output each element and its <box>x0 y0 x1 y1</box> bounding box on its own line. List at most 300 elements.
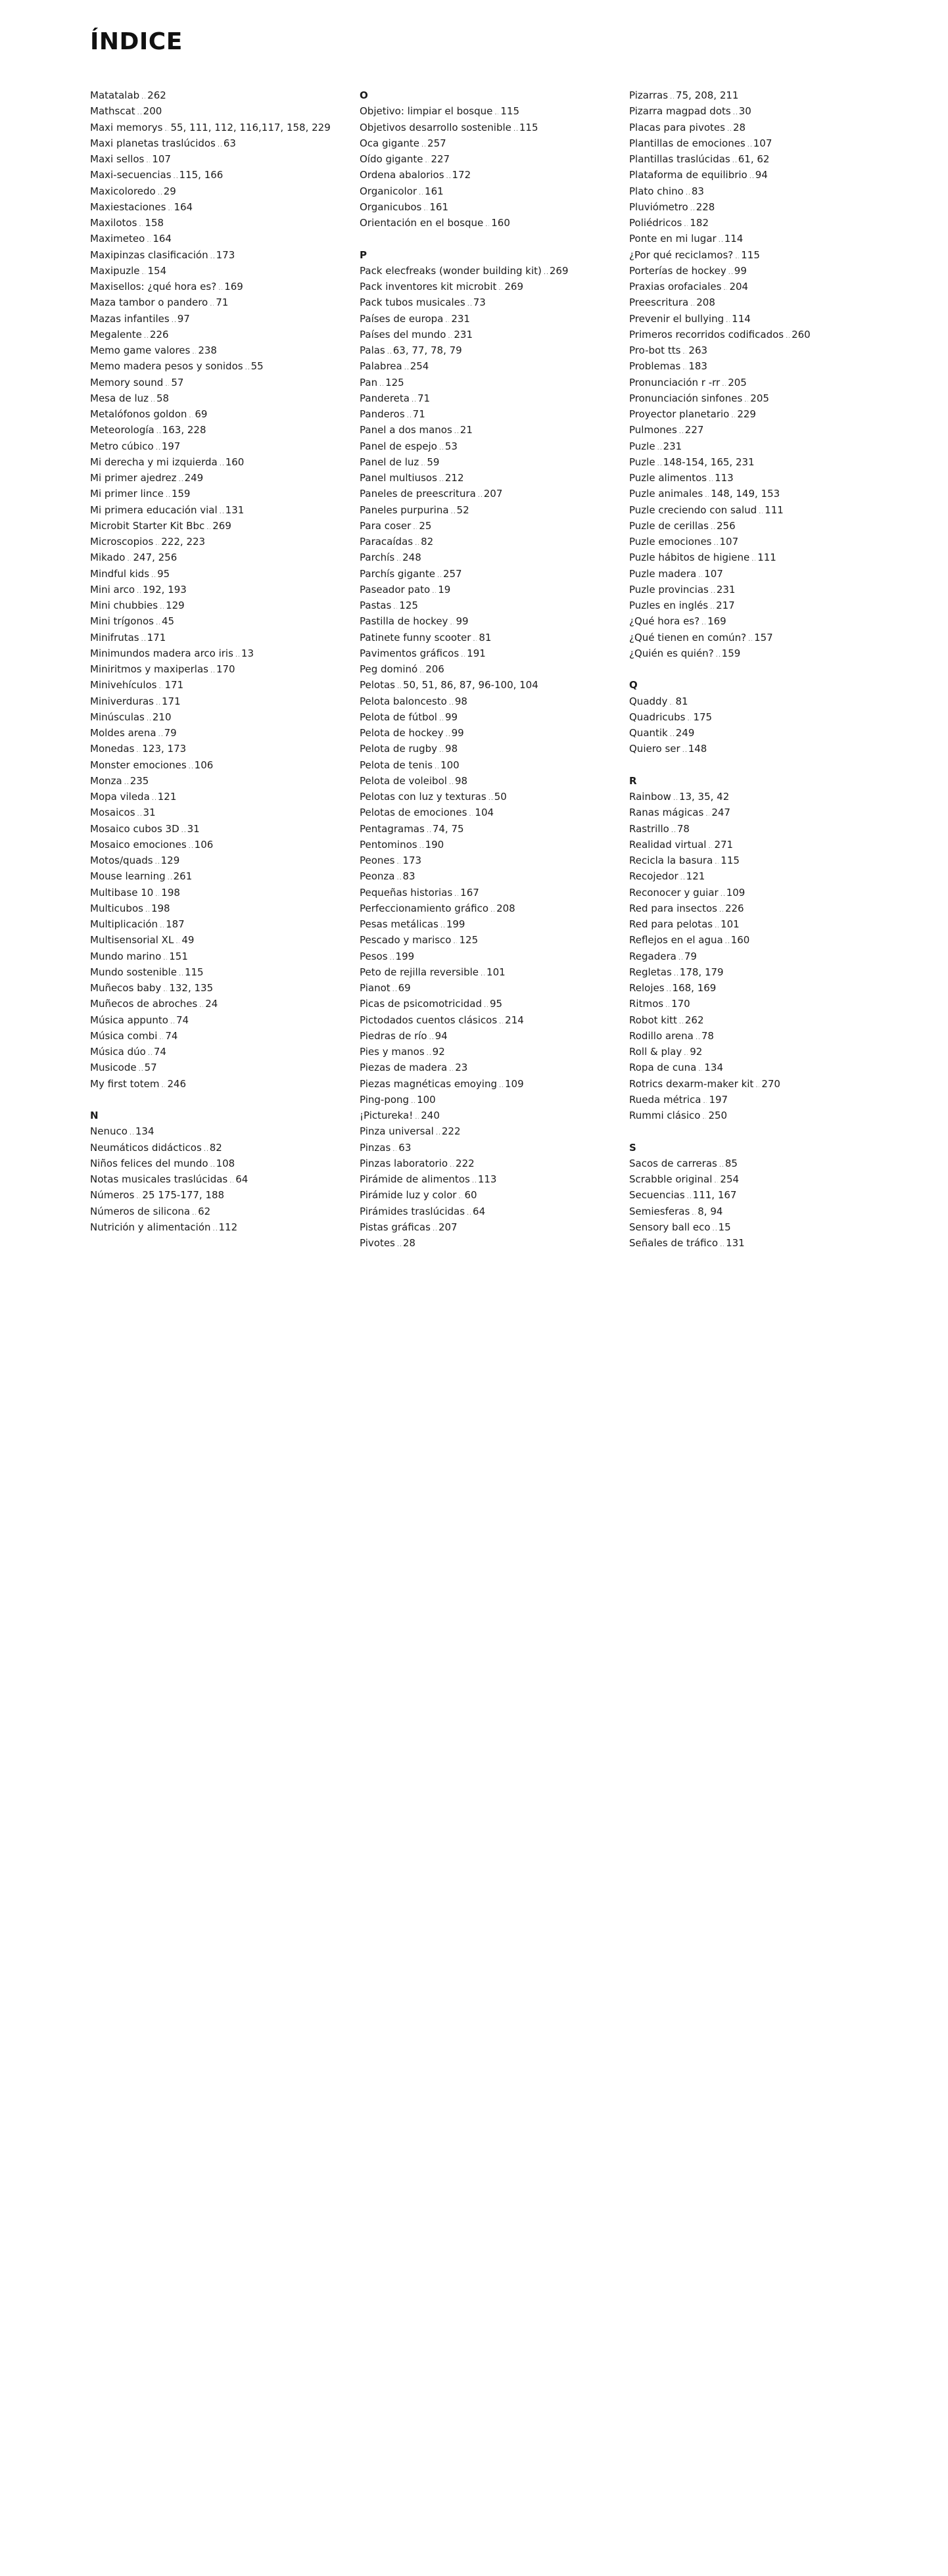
index-entry <box>629 151 892 167</box>
entry-page-numbers: 13, 35, 42 <box>679 789 948 2130</box>
entry-page-numbers: 115 <box>185 964 948 2305</box>
index-column-1 <box>90 87 353 1235</box>
index-entry <box>360 120 623 135</box>
entry-page-numbers: 60 <box>464 1187 948 2528</box>
entry-page-numbers: 214 <box>505 1012 948 2353</box>
entry-page-numbers: 132, 135 <box>169 980 948 2321</box>
entry-name: Rueda métrica <box>629 1092 701 1108</box>
entry-name: Mazas infantiles <box>90 311 170 327</box>
entry-name: Ropa de cuna <box>629 1060 696 1075</box>
index-entry <box>90 406 353 422</box>
entry-page-numbers: 104 <box>475 805 948 2145</box>
entry-page-numbers: 82 <box>210 1140 948 2481</box>
entry-name: Sensory ball eco <box>629 1219 711 1235</box>
entry-name: Puzle emociones <box>629 534 712 550</box>
entry-page-numbers: 182 <box>690 215 948 1556</box>
entry-name: Pavimentos gráficos <box>360 645 459 661</box>
entry-name: Mouse learning <box>90 868 166 884</box>
entry-name: Números de silicona <box>90 1204 190 1219</box>
entry-name: Organicolor <box>360 183 417 199</box>
entry-page-numbers: 113 <box>715 470 948 1811</box>
entry-page-numbers: 260 <box>792 327 948 1668</box>
entry-name: Pequeñas historias <box>360 885 452 901</box>
index-entry <box>90 630 353 645</box>
entry-name: Pirámides traslúcidas <box>360 1204 465 1219</box>
index-entry <box>90 327 353 342</box>
entry-name: Rotrics dexarm-maker kit <box>629 1076 753 1092</box>
entry-name: Maza tambor o pandero <box>90 294 208 310</box>
entry-name: Pack inventores kit microbit <box>360 279 496 294</box>
entry-name: Mikado <box>90 550 125 565</box>
entry-name: Objetivo: limpiar el bosque <box>360 103 492 119</box>
entry-page-numbers: 111 <box>757 550 948 1890</box>
entry-name: Pelotas <box>360 677 395 693</box>
entry-page-numbers: 25 <box>419 518 948 1859</box>
index-entry <box>360 375 623 390</box>
entry-name: Pastilla de hockey <box>360 613 448 629</box>
entry-page-numbers: 257 <box>427 135 948 1476</box>
entry-name: Neumáticos didácticos <box>90 1140 202 1156</box>
entry-page-numbers: 247 <box>711 805 948 2145</box>
entry-page-numbers: 50, 51, 86, 87, 96-100, 104 <box>403 677 948 2018</box>
entry-page-numbers: 99 <box>456 613 948 1954</box>
entry-page-numbers: 71 <box>417 390 948 1731</box>
entry-name: Panel a dos manos <box>360 422 452 438</box>
entry-page-numbers: 57 <box>171 375 948 1716</box>
entry-name: Maxisellos: ¿qué hora es? <box>90 279 216 294</box>
entry-page-numbers: 190 <box>425 837 948 2178</box>
entry-page-numbers: 71 <box>216 294 948 1635</box>
entry-page-numbers: 99 <box>734 263 948 1604</box>
entry-page-numbers: 123, 173 <box>142 741 948 2082</box>
entry-name: Pirámide de alimentos <box>360 1171 470 1187</box>
entry-name: ¡Pictureka! <box>360 1108 413 1123</box>
entry-page-numbers: 226 <box>150 327 948 1668</box>
entry-name: Pronunciación sinfones <box>629 390 742 406</box>
entry-page-numbers: 148 <box>688 741 948 2082</box>
section-letter-heading: N <box>90 1108 353 1123</box>
entry-name: Pirámide luz y color <box>360 1187 456 1203</box>
entry-name: Señales de tráfico <box>629 1235 718 1251</box>
entry-page-numbers: 171 <box>147 630 948 1971</box>
entry-page-numbers: 163, 228 <box>162 422 948 1763</box>
entry-name: Preescritura <box>629 294 688 310</box>
entry-name: Ranas mágicas <box>629 805 703 820</box>
entry-name: Maxiestaciones <box>90 199 166 215</box>
entry-name: Quantik <box>629 725 668 741</box>
entry-page-numbers: 229 <box>737 406 948 1747</box>
index-entry <box>90 103 353 119</box>
entry-page-numbers: 79 <box>684 948 948 2289</box>
entry-page-numbers: 28 <box>403 1235 948 2576</box>
entry-name: Puzle provincias <box>629 582 709 597</box>
entry-name: Piedras de río <box>360 1028 427 1044</box>
index-entry <box>360 183 623 199</box>
entry-name: Para coser <box>360 518 411 534</box>
entry-name: Minifrutas <box>90 630 139 645</box>
entry-page-numbers: 164 <box>153 231 948 1572</box>
index-entry <box>90 438 353 454</box>
entry-name: Mundo sostenible <box>90 964 177 980</box>
entry-page-numbers: 247, 256 <box>133 550 948 1890</box>
dot-leader <box>657 440 661 456</box>
entry-name: Maxicoloredo <box>90 183 156 199</box>
entry-name: Rodillo arena <box>629 1028 694 1044</box>
entry-name: Mi primer ajedrez <box>90 470 177 486</box>
entry-name: Puzle creciendo con salud <box>629 502 757 518</box>
entry-name: Paneles purpurina <box>360 502 449 518</box>
index-entry <box>90 167 353 183</box>
index-entry <box>629 231 892 246</box>
entry-page-numbers: 204 <box>729 279 948 1620</box>
entry-page-numbers: 29 <box>164 183 948 1524</box>
entry-name: Pastas <box>360 597 391 613</box>
entry-page-numbers: 115 <box>741 247 948 1588</box>
entry-page-numbers: 171 <box>162 693 948 2034</box>
entry-name: Proyector planetario <box>629 406 729 422</box>
index-entry <box>629 103 892 119</box>
entry-page-numbers: 207 <box>438 1219 948 2560</box>
entry-name: Pandereta <box>360 390 410 406</box>
entry-page-numbers: 183 <box>688 358 948 1699</box>
entry-name: Motos/quads <box>90 853 153 868</box>
entry-name: Picas de psicomotricidad <box>360 996 482 1012</box>
index-entry <box>629 87 892 103</box>
entry-name: Puzle <box>629 454 655 470</box>
entry-page-numbers: 101 <box>721 916 948 2257</box>
entry-page-numbers: 160 <box>731 932 948 2273</box>
entry-page-numbers: 101 <box>486 964 948 2305</box>
entry-name: Minivehículos <box>90 677 156 693</box>
entry-page-numbers: 100 <box>417 1092 948 2433</box>
entry-page-numbers: 240 <box>421 1108 948 2448</box>
entry-name: Recojedor <box>629 868 678 884</box>
entry-page-numbers: 69 <box>398 980 948 2321</box>
entry-page-numbers: 83 <box>692 183 948 1524</box>
entry-name: Piezas magnéticas emoying <box>360 1076 497 1092</box>
index-entry <box>90 597 353 613</box>
entry-page-numbers: 107 <box>152 151 948 1492</box>
entry-page-numbers: 263 <box>688 342 948 1683</box>
entry-name: Niños felices del mundo <box>90 1156 208 1171</box>
entry-page-numbers: 52 <box>457 502 948 1843</box>
entry-name: Red para insectos <box>629 901 717 916</box>
section-letter-heading: O <box>360 87 623 103</box>
entry-page-numbers: 98 <box>445 741 948 2082</box>
entry-name: Multiplicación <box>90 916 158 932</box>
entry-page-numbers: 249 <box>676 725 948 2066</box>
entry-page-numbers: 15 <box>719 1219 948 2560</box>
entry-name: Pentagramas <box>360 821 425 837</box>
index-entry <box>90 375 353 390</box>
entry-name: Puzle hábitos de higiene <box>629 550 749 565</box>
entry-page-numbers: 94 <box>435 1028 948 2369</box>
entry-page-numbers: 170 <box>216 661 948 2002</box>
index-entry <box>629 454 892 470</box>
entry-name: Mesa de luz <box>90 390 149 406</box>
index-entry <box>90 247 353 263</box>
entry-name: Pluviómetro <box>629 199 688 215</box>
entry-name: ¿Por qué reciclamos? <box>629 247 733 263</box>
entry-page-numbers: 92 <box>690 1044 948 2385</box>
entry-page-numbers: 71 <box>413 406 948 1747</box>
entry-name: Nenuco <box>90 1123 128 1139</box>
entry-page-numbers: 115 <box>519 120 948 1461</box>
entry-page-numbers: 50 <box>494 789 948 2130</box>
entry-name: Países del mundo <box>360 327 446 342</box>
index-entry <box>360 167 623 183</box>
entry-page-numbers: 63 <box>398 1140 948 2481</box>
entry-page-numbers: 21 <box>460 422 948 1763</box>
entry-page-numbers: 191 <box>467 645 948 1986</box>
index-entry <box>90 231 353 246</box>
index-entry <box>360 342 623 358</box>
index-entry <box>360 294 623 310</box>
entry-page-numbers: 63 <box>224 135 948 1476</box>
index-entry <box>360 311 623 327</box>
entry-page-numbers: 24 <box>205 996 948 2337</box>
entry-page-numbers: 199 <box>446 916 948 2257</box>
entry-page-numbers: 129 <box>166 597 948 1938</box>
entry-name: Robot kitt <box>629 1012 677 1028</box>
entry-name: Pesos <box>360 948 388 964</box>
entry-page-numbers: 62 <box>198 1204 948 2544</box>
entry-name: ¿Qué tienen en común? <box>629 630 746 645</box>
entry-name: Oca gigante <box>360 135 419 151</box>
entry-name: Mosaico emociones <box>90 837 187 853</box>
entry-page-numbers: 64 <box>473 1204 948 2544</box>
entry-page-numbers: 94 <box>755 167 948 1508</box>
entry-name: Pictodados cuentos clásicos <box>360 1012 497 1028</box>
entry-page-numbers: 151 <box>169 948 948 2289</box>
index-entry <box>629 375 892 390</box>
section-letter-heading: R <box>629 773 892 789</box>
entry-name: Musicode <box>90 1060 137 1075</box>
entry-name: Notas musicales traslúcidas <box>90 1171 227 1187</box>
index-entry <box>90 582 353 597</box>
index-entry <box>360 151 623 167</box>
entry-page-numbers: 161 <box>425 183 948 1524</box>
entry-page-numbers: 205 <box>728 375 948 1716</box>
index-entry <box>629 422 892 438</box>
entry-name: Maxi-secuencias <box>90 167 172 183</box>
entry-page-numbers: 23 <box>455 1060 948 2400</box>
entry-page-numbers: 78 <box>701 1028 948 2369</box>
entry-name: Pelota de rugby <box>360 741 437 757</box>
entry-name: ¿Quién es quién? <box>629 645 714 661</box>
entry-page-numbers: 256 <box>717 518 948 1859</box>
entry-page-numbers: 58 <box>156 390 948 1731</box>
section-letter-heading: Q <box>629 677 892 693</box>
entry-name: Recicla la basura <box>629 853 713 868</box>
entry-page-numbers: 106 <box>195 837 948 2178</box>
index-entry <box>629 311 892 327</box>
entry-name: My first totem <box>90 1076 159 1092</box>
index-entry <box>629 120 892 135</box>
entry-page-numbers: 270 <box>761 1076 948 2417</box>
entry-page-numbers: 28 <box>733 120 948 1461</box>
entry-page-numbers: 164 <box>174 199 948 1540</box>
entry-page-numbers: 212 <box>445 470 948 1811</box>
entry-page-numbers: 59 <box>427 454 948 1795</box>
entry-name: Memo game valores <box>90 342 190 358</box>
entry-page-numbers: 169 <box>707 613 948 1954</box>
entry-name: Pack elecfreaks (wonder building kit) <box>360 263 542 279</box>
index-entry <box>360 135 623 151</box>
entry-page-numbers: 250 <box>708 1108 948 2448</box>
entry-name: Pesas metálicas <box>360 916 438 932</box>
entry-name: Pelota de tenis <box>360 757 433 773</box>
entry-name: Mosaicos <box>90 805 135 820</box>
entry-page-numbers: 187 <box>166 916 948 2257</box>
index-entry <box>360 1140 623 1156</box>
entry-page-numbers: 31 <box>143 805 948 2145</box>
entry-name: Scrabble original <box>629 1171 712 1187</box>
entry-page-numbers: 269 <box>550 263 948 1604</box>
entry-page-numbers: 198 <box>151 901 948 2241</box>
entry-name: Pentominos <box>360 837 417 853</box>
entry-name: Mi primer lince <box>90 486 164 502</box>
index-entry <box>629 438 892 454</box>
entry-name: Mindful kids <box>90 566 149 582</box>
entry-page-numbers: 249 <box>185 470 948 1811</box>
entry-page-numbers: 131 <box>726 1235 948 2576</box>
entry-page-numbers: 99 <box>445 709 948 2050</box>
index-entry <box>90 534 353 550</box>
entry-name: Primeros recorridos codificados <box>629 327 784 342</box>
entry-name: Música combi <box>90 1028 157 1044</box>
entry-page-numbers: 167 <box>460 885 948 2226</box>
entry-name: Pescado y marisco <box>360 932 451 948</box>
entry-name: Perfeccionamiento gráfico <box>360 901 488 916</box>
entry-name: Mosaico cubos 3D <box>90 821 179 837</box>
entry-name: Paneles de preescritura <box>360 486 476 502</box>
entry-name: Monedas <box>90 741 134 757</box>
index-entry <box>90 87 353 103</box>
entry-page-numbers: 131 <box>225 502 948 1843</box>
entry-name: Monster emociones <box>90 757 187 773</box>
entry-page-numbers: 85 <box>725 1156 948 2496</box>
entry-page-numbers: 81 <box>675 693 948 2034</box>
entry-name: Peones <box>360 853 394 868</box>
entry-page-numbers: 95 <box>157 566 948 1907</box>
entry-name: Pelota de voleibol <box>360 773 447 789</box>
index-entry <box>90 215 353 231</box>
entry-page-numbers: 269 <box>212 518 948 1859</box>
entry-page-numbers: 262 <box>147 87 948 1428</box>
index-entry <box>90 757 353 773</box>
entry-page-numbers: 115, 166 <box>179 167 948 1508</box>
index-entry <box>360 948 623 964</box>
entry-page-numbers: 121 <box>686 868 948 2209</box>
index-entry <box>360 103 623 119</box>
entry-name: Metalófonos goldon <box>90 406 187 422</box>
entry-name: Parchís gigante <box>360 566 435 582</box>
entry-name: Pelotas de emociones <box>360 805 467 820</box>
section-letter-heading: P <box>360 247 623 263</box>
entry-page-numbers: 222 <box>456 1156 948 2496</box>
entry-page-numbers: 98 <box>455 773 948 2114</box>
entry-name: Red para pelotas <box>629 916 713 932</box>
entry-name: Pro-bot tts <box>629 342 680 358</box>
entry-name: Pies y manos <box>360 1044 425 1060</box>
index-entry <box>629 183 892 199</box>
entry-page-numbers: 74, 75 <box>433 821 948 2162</box>
entry-page-numbers: 254 <box>720 1171 948 2512</box>
entry-page-numbers: 175 <box>693 709 948 2050</box>
entry-name: Países de europa <box>360 311 443 327</box>
entry-name: Regletas <box>629 964 672 980</box>
entry-page-numbers: 217 <box>716 597 948 1938</box>
entry-name: Moldes arena <box>90 725 156 741</box>
index-entry <box>629 294 892 310</box>
entry-page-numbers: 262 <box>685 1012 948 2353</box>
entry-name: Mini arco <box>90 582 135 597</box>
entry-page-numbers: 210 <box>153 709 948 2050</box>
entry-name: Multibase 10 <box>90 885 153 901</box>
entry-page-numbers: 192, 193 <box>143 582 948 1923</box>
entry-name: Pelotas con luz y texturas <box>360 789 486 805</box>
entry-name: Roll & play <box>629 1044 682 1060</box>
entry-name: Sacos de carreras <box>629 1156 717 1171</box>
entry-page-numbers: 45 <box>162 613 948 1954</box>
entry-name: Maxipinzas clasificación <box>90 247 208 263</box>
entry-name: Plataforma de equilibrio <box>629 167 747 183</box>
index-entry <box>90 199 353 215</box>
entry-name: Quadricubs <box>629 709 685 725</box>
index-entry <box>360 980 623 996</box>
entry-name: Mini chubbies <box>90 597 158 613</box>
entry-name: Pinzas laboratorio <box>360 1156 448 1171</box>
entry-name: Muñecos baby <box>90 980 161 996</box>
entry-page-numbers: 173 <box>402 853 948 2193</box>
index-entry <box>90 773 353 789</box>
entry-name: Patinete funny scooter <box>360 630 471 645</box>
entry-name: Memo madera pesos y sonidos <box>90 358 243 374</box>
entry-name: Palas <box>360 342 385 358</box>
index-column-3 <box>629 87 892 1251</box>
entry-page-numbers: 200 <box>143 103 948 1444</box>
index-entry <box>90 741 353 757</box>
entry-page-numbers: 83 <box>403 868 948 2209</box>
entry-name: Organicubos <box>360 199 421 215</box>
entry-page-numbers: 107 <box>704 566 948 1907</box>
entry-name: Puzles en inglés <box>629 597 708 613</box>
entry-page-numbers: 159 <box>722 645 948 1986</box>
entry-name: Pianot <box>360 980 391 996</box>
entry-name: Pronunciación r -rr <box>629 375 720 390</box>
entry-name: Mopa vileda <box>90 789 150 805</box>
entry-name: Nutrición y alimentación <box>90 1219 211 1235</box>
entry-page-numbers: 64 <box>235 1171 948 2512</box>
entry-page-numbers: 246 <box>167 1076 948 2417</box>
entry-page-numbers: 82 <box>421 534 948 1875</box>
index-column-2 <box>360 87 623 1251</box>
entry-name: Rummi clásico <box>629 1108 700 1123</box>
entry-page-numbers: 55, 111, 112, 116,117, 158, 229 <box>170 120 948 1461</box>
entry-name: Pivotes <box>360 1235 395 1251</box>
index-entry <box>90 342 353 358</box>
entry-page-numbers: 13 <box>241 645 948 1986</box>
entry-page-numbers: 227 <box>685 422 948 1763</box>
index-entry <box>629 247 892 263</box>
index-entry <box>629 135 892 151</box>
index-entry <box>90 183 353 199</box>
entry-name: Plantillas de emociones <box>629 135 746 151</box>
entry-name: Rainbow <box>629 789 671 805</box>
entry-name: Pelota de hockey <box>360 725 444 741</box>
entry-page-numbers: 74 <box>176 1012 948 2353</box>
